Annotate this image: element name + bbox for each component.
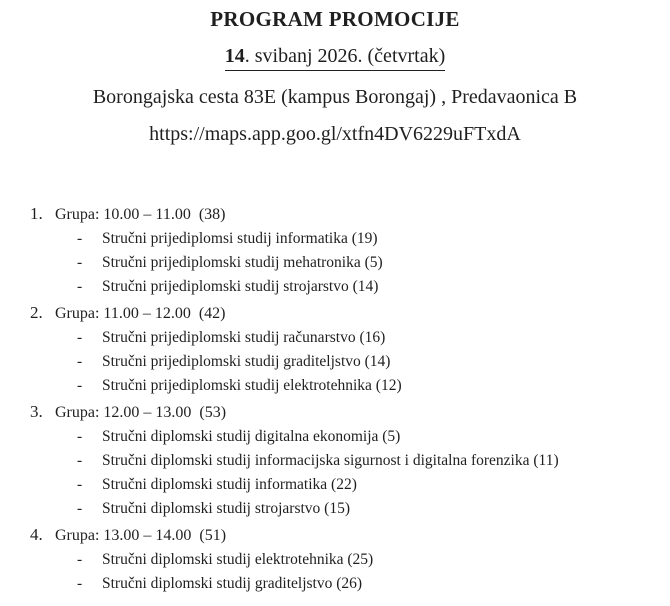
group-header: Grupa: 11.00 – 12.00 (42) <box>55 305 226 322</box>
list-item-label: Stručni prijediplomski studij graditeljstvo (14) <box>102 353 391 370</box>
list-item-label: Stručni diplomski studij informatika (22) <box>102 476 357 493</box>
dash-bullet: - <box>77 452 83 469</box>
group-number: 3. <box>30 402 43 421</box>
list-item-label: Stručni prijediplomsi studij informatika (19) <box>102 230 378 247</box>
group-header: Grupa: 12.00 – 13.00 (53) <box>55 404 227 421</box>
dash-bullet: - <box>77 500 83 517</box>
group-header: Grupa: 13.00 – 14.00 (51) <box>55 527 227 544</box>
date-day: 14 <box>224 45 245 67</box>
group-1 <box>30 202 670 299</box>
list-item-label: Stručni diplomski studij graditeljstvo (26) <box>102 575 363 592</box>
list-item-label: Stručni prijediplomski studij mehatronika (5) <box>102 254 383 271</box>
date-rest: . svibanj 2026. (četvrtak) <box>244 45 446 67</box>
list-item <box>30 251 670 275</box>
group-header-row <box>30 523 670 548</box>
list-item <box>30 449 670 473</box>
list-item-label: Stručni prijediplomski studij računarstvo (16) <box>102 329 386 346</box>
map-link: https://maps.app.goo.gl/xtfn4DV6229uFTxdA <box>149 123 521 145</box>
list-item-label: Stručni diplomski studij elektrotehnika (25) <box>102 551 374 568</box>
dash-bullet: - <box>77 278 83 295</box>
dash-bullet: - <box>77 551 83 568</box>
group-header-row <box>30 202 670 227</box>
document-header <box>0 6 670 147</box>
location-line: Borongajska cesta 83E (kampus Borongaj) , Predavaonica B <box>92 86 578 108</box>
dash-bullet: - <box>77 254 83 271</box>
date-underline <box>225 43 446 71</box>
page-title: PROGRAM PROMOCIJE <box>210 7 460 31</box>
list-item-label: Stručni diplomski studij strojarstvo (15) <box>102 500 350 517</box>
list-item <box>30 473 670 497</box>
group-number: 1. <box>30 204 43 223</box>
group-number: 2. <box>30 303 43 322</box>
list-item <box>30 572 670 596</box>
group-number: 4. <box>30 525 43 544</box>
dash-bullet: - <box>77 353 83 370</box>
list-item <box>30 374 670 398</box>
dash-bullet: - <box>77 428 83 445</box>
group-header-row <box>30 400 670 425</box>
list-item <box>30 497 670 521</box>
document-page <box>0 6 670 606</box>
list-item <box>30 227 670 251</box>
group-header-row <box>30 301 670 326</box>
list-item <box>30 350 670 374</box>
list-item <box>30 275 670 299</box>
list-item-label: Stručni prijediplomski studij strojarstvo (14) <box>102 278 379 295</box>
dash-bullet: - <box>77 329 83 346</box>
dash-bullet: - <box>77 575 83 592</box>
date-line <box>0 43 670 71</box>
list-item-label: Stručni diplomski studij digitalna ekonomija (5) <box>102 428 401 445</box>
group-3 <box>30 400 670 521</box>
group-header: Grupa: 10.00 – 11.00 (38) <box>55 206 226 223</box>
group-4 <box>30 523 670 596</box>
dash-bullet: - <box>77 230 83 247</box>
list-item-label: Stručni prijediplomski studij elektrotehnika (12) <box>102 377 402 394</box>
list-item-label: Stručni diplomski studij informacijska sigurnost i digitalna forenzika (11) <box>102 452 559 469</box>
dash-bullet: - <box>77 476 83 493</box>
list-item <box>30 548 670 572</box>
group-2 <box>30 301 670 398</box>
list-item <box>30 425 670 449</box>
program-list <box>0 202 670 596</box>
list-item <box>30 326 670 350</box>
dash-bullet: - <box>77 377 83 394</box>
